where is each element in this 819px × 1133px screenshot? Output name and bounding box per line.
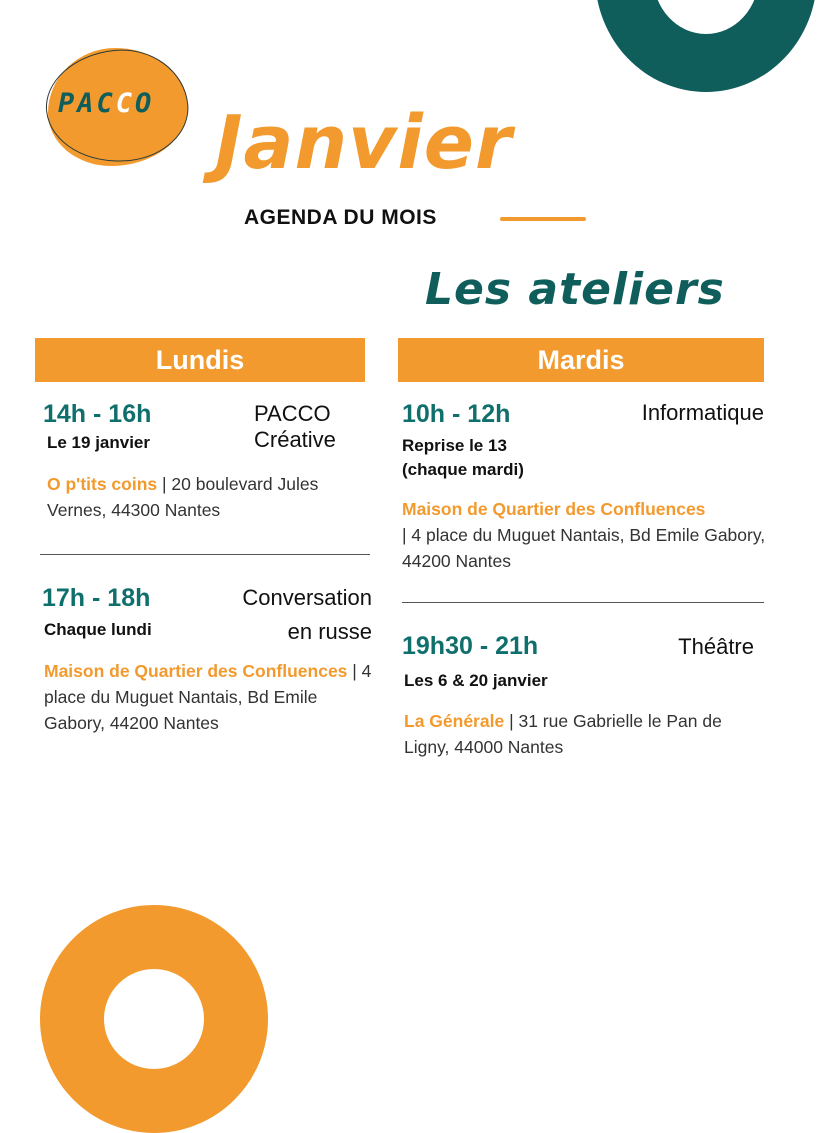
- page-title: Janvier: [215, 100, 513, 186]
- column-header-mardis: Mardis: [398, 338, 764, 382]
- event-date: Reprise le 13 (chaque mardi): [402, 436, 524, 479]
- event-activity: Théâtre: [678, 634, 754, 659]
- decorative-ring-orange: [40, 905, 268, 1133]
- event-time: 17h - 18h: [42, 584, 151, 612]
- agenda-subtitle: AGENDA DU MOIS: [244, 206, 437, 229]
- event-address: La Générale | 31 rue Gabrielle le Pan de Ligny, 44000 Nantes: [404, 711, 722, 757]
- event-date: Le 19 janvier: [47, 433, 151, 452]
- event-time: 19h30 - 21h: [402, 632, 539, 660]
- divider: [402, 602, 764, 603]
- event-activity: Informatique: [641, 400, 764, 425]
- agenda-underline: [500, 217, 586, 221]
- event-date: Chaque lundi: [44, 620, 152, 639]
- logo: PACCO: [58, 88, 155, 119]
- event-address: Maison de Quartier des Confluences | 4 place du Muguet Nantais, Bd Emile Gabory, 44200 Nantes: [402, 499, 766, 571]
- event-date: Les 6 & 20 janvier: [404, 671, 548, 690]
- event-time: 14h - 16h: [43, 400, 152, 428]
- section-title: Les ateliers: [425, 264, 725, 315]
- event-address: Maison de Quartier des Confluences | 4 place du Muguet Nantais, Bd Emile Gabory, 44200 Nantes: [44, 661, 372, 733]
- divider: [40, 554, 370, 555]
- decorative-ring-teal: [595, 0, 817, 92]
- column-header-lundis: Lundis: [35, 338, 365, 382]
- event-activity: PACCO Créative: [254, 401, 336, 452]
- event-activity: Conversation en russe: [242, 585, 372, 644]
- event-address: O p'tits coins | 20 boulevard Jules Vernes, 44300 Nantes: [47, 474, 319, 520]
- event-time: 10h - 12h: [402, 400, 511, 428]
